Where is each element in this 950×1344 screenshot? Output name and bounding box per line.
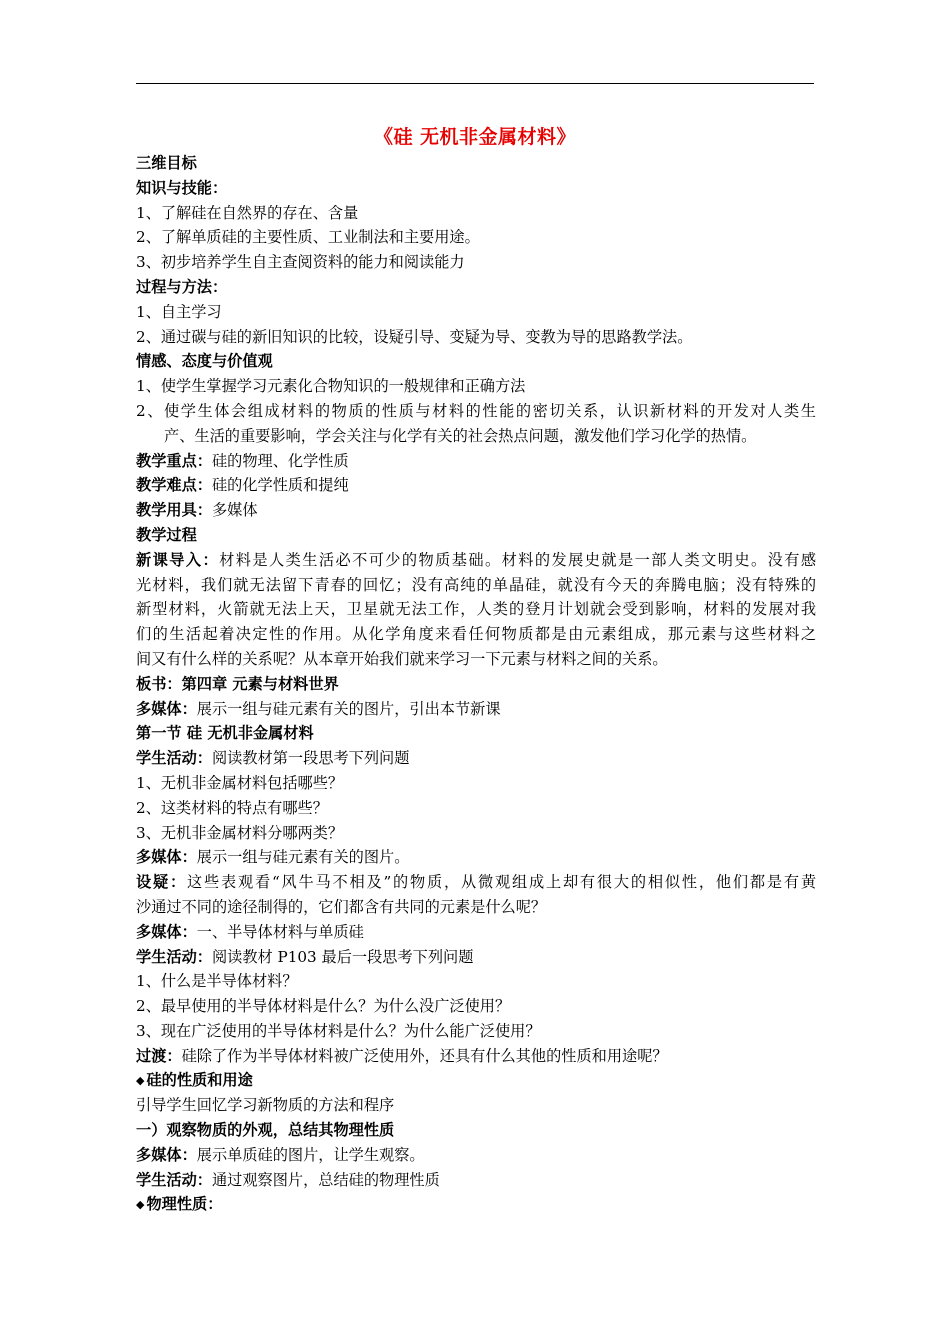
- line-label: 学生活动：: [136, 1170, 212, 1189]
- line-label: 多媒体：: [136, 922, 197, 941]
- labeled-line: [136, 920, 816, 945]
- list-item: 1、了解硅在自然界的存在、含量: [136, 203, 359, 222]
- list-item: 2、使学生体会组成材料的物质的性质与材料的性能的密切关系，认识新材料的开发对人类生: [136, 401, 816, 420]
- line-text: 展示单质硅的图片，让学生观察。: [196, 1145, 425, 1164]
- labeled-line: [136, 845, 816, 870]
- line-label: 教学重点：: [136, 451, 212, 470]
- labeled-line: [136, 945, 816, 970]
- document-body: [136, 151, 816, 1217]
- document-title: 《硅 无机非金属材料》: [373, 126, 577, 148]
- list-item: 2、了解单质硅的主要性质、工业制法和主要用途。: [136, 228, 480, 247]
- paragraph-line: 新型材料，火箭就无法上天，卫星就无法工作，人类的登月计划就会受到影响，材料的发展对我: [136, 600, 816, 619]
- line-label: 多媒体：: [136, 699, 197, 718]
- bullet-heading-text: 硅的性质和用途: [146, 1071, 253, 1090]
- line-text: 材料是人类生活必不可少的物质基础。材料的发展史就是一部人类文明史。没有感: [219, 550, 816, 569]
- list-item: 2、通过碳与硅的新旧知识的比较，设疑引导、变疑为导、变教为导的思路教学法。: [136, 327, 693, 346]
- list-item: 1、无机非金属材料包括哪些？: [136, 773, 344, 792]
- paragraph-line: 沙通过不同的途径制得的，它们都含有共同的元素是什么呢？: [136, 897, 547, 916]
- sub-heading: 知识与技能：: [136, 178, 228, 197]
- labeled-line: [136, 1168, 816, 1193]
- line-text: 硅的物理、化学性质: [211, 451, 349, 470]
- paragraph-line: 们的生活起着决定性的作用。从化学角度来看任何物质都是由元素组成，那元素与这些材料之: [136, 625, 816, 644]
- list-item: 3、无机非金属材料分哪两类？: [136, 823, 344, 842]
- line-label: 学生活动：: [136, 749, 212, 768]
- list-item: 3、初步培养学生自主查阅资料的能力和阅读能力: [136, 253, 465, 272]
- line-label: 多媒体：: [136, 848, 197, 867]
- list-item: 1、什么是半导体材料？: [136, 972, 298, 991]
- sub-heading: 情感、态度与价值观: [136, 352, 273, 371]
- list-item: 1、自主学习: [136, 302, 222, 321]
- labeled-line: [136, 1143, 816, 1168]
- labeled-line: [136, 1044, 816, 1069]
- sub-heading: 一）观察物质的外观，总结其物理性质: [136, 1121, 395, 1140]
- section-heading: 第一节 硅 无机非金属材料: [136, 724, 314, 743]
- line-text: 硅的化学性质和提纯: [211, 476, 349, 495]
- line-label: 新课导入：: [136, 550, 220, 569]
- paragraph-line: 间又有什么样的关系呢？从本章开始我们就来学习一下元素与材料之间的关系。: [136, 649, 668, 668]
- labeled-line: [136, 746, 816, 771]
- list-item: 2、最早使用的半导体材料是什么？为什么没广泛使用？: [136, 997, 511, 1016]
- list-item: 2、这类材料的特点有哪些？: [136, 798, 328, 817]
- list-item: 1、使学生掌握学习元素化合物知识的一般规律和正确方法: [136, 377, 526, 396]
- section-heading: 三维目标: [136, 154, 197, 172]
- labeled-line: [136, 870, 816, 895]
- line-label: 过渡：: [136, 1046, 182, 1065]
- line-text: 这些表观看“风牛马不相及”的物质，从微观组成上却有很大的相似性，他们都是有黄: [186, 873, 816, 892]
- line-label: 学生活动：: [136, 947, 212, 966]
- line-text: 阅读教材 P103 最后一段思考下列问题: [211, 947, 474, 966]
- header-rule: [136, 83, 814, 84]
- bullet-heading: [136, 1192, 816, 1217]
- line-text: 多媒体: [211, 501, 258, 520]
- line-text: 阅读教材第一段思考下列问题: [211, 749, 410, 768]
- bullet-heading-text: 物理性质：: [146, 1195, 223, 1214]
- sub-heading: 过程与方法：: [136, 277, 228, 296]
- diamond-bullet-icon: ◆: [136, 1074, 145, 1088]
- list-item: 3、现在广泛使用的半导体材料是什么？为什么能广泛使用？: [136, 1021, 541, 1040]
- line-text: 通过观察图片，总结硅的物理性质: [211, 1170, 440, 1189]
- section-heading: 教学过程: [136, 525, 197, 544]
- paragraph-line: 光材料，我们就无法留下青春的回忆；没有高纯的单晶硅，就没有今天的奔腾电脑；没有特殊的: [136, 575, 816, 594]
- line-text: 硅除了作为半导体材料被广泛使用外，还具有什么其他的性质和用途呢？: [181, 1046, 668, 1065]
- labeled-line: [136, 498, 816, 523]
- line-text: 展示一组与硅元素有关的图片，引出本节新课: [196, 699, 501, 718]
- bullet-heading: [136, 1068, 816, 1093]
- labeled-line: [136, 697, 816, 722]
- list-item-continuation: 产、生活的重要影响，学会关注与化学有关的社会热点问题，激发他们学习化学的热情。: [164, 426, 757, 445]
- diamond-bullet-icon: ◆: [136, 1198, 145, 1212]
- line-text: 展示一组与硅元素有关的图片。: [196, 848, 410, 867]
- line-label: 教学用具：: [136, 501, 212, 520]
- labeled-line: [136, 449, 816, 474]
- line-label: 设疑：: [136, 873, 187, 892]
- labeled-line: [136, 473, 816, 498]
- paragraph-line: 引导学生回忆学习新物质的方法和程序: [136, 1096, 395, 1115]
- line-label: 教学难点：: [136, 476, 212, 495]
- labeled-line: [136, 548, 816, 573]
- line-label: 多媒体：: [136, 1145, 197, 1164]
- board-writing: 板书：第四章 元素与材料世界: [136, 674, 339, 693]
- line-text: 一、半导体材料与单质硅: [196, 922, 364, 941]
